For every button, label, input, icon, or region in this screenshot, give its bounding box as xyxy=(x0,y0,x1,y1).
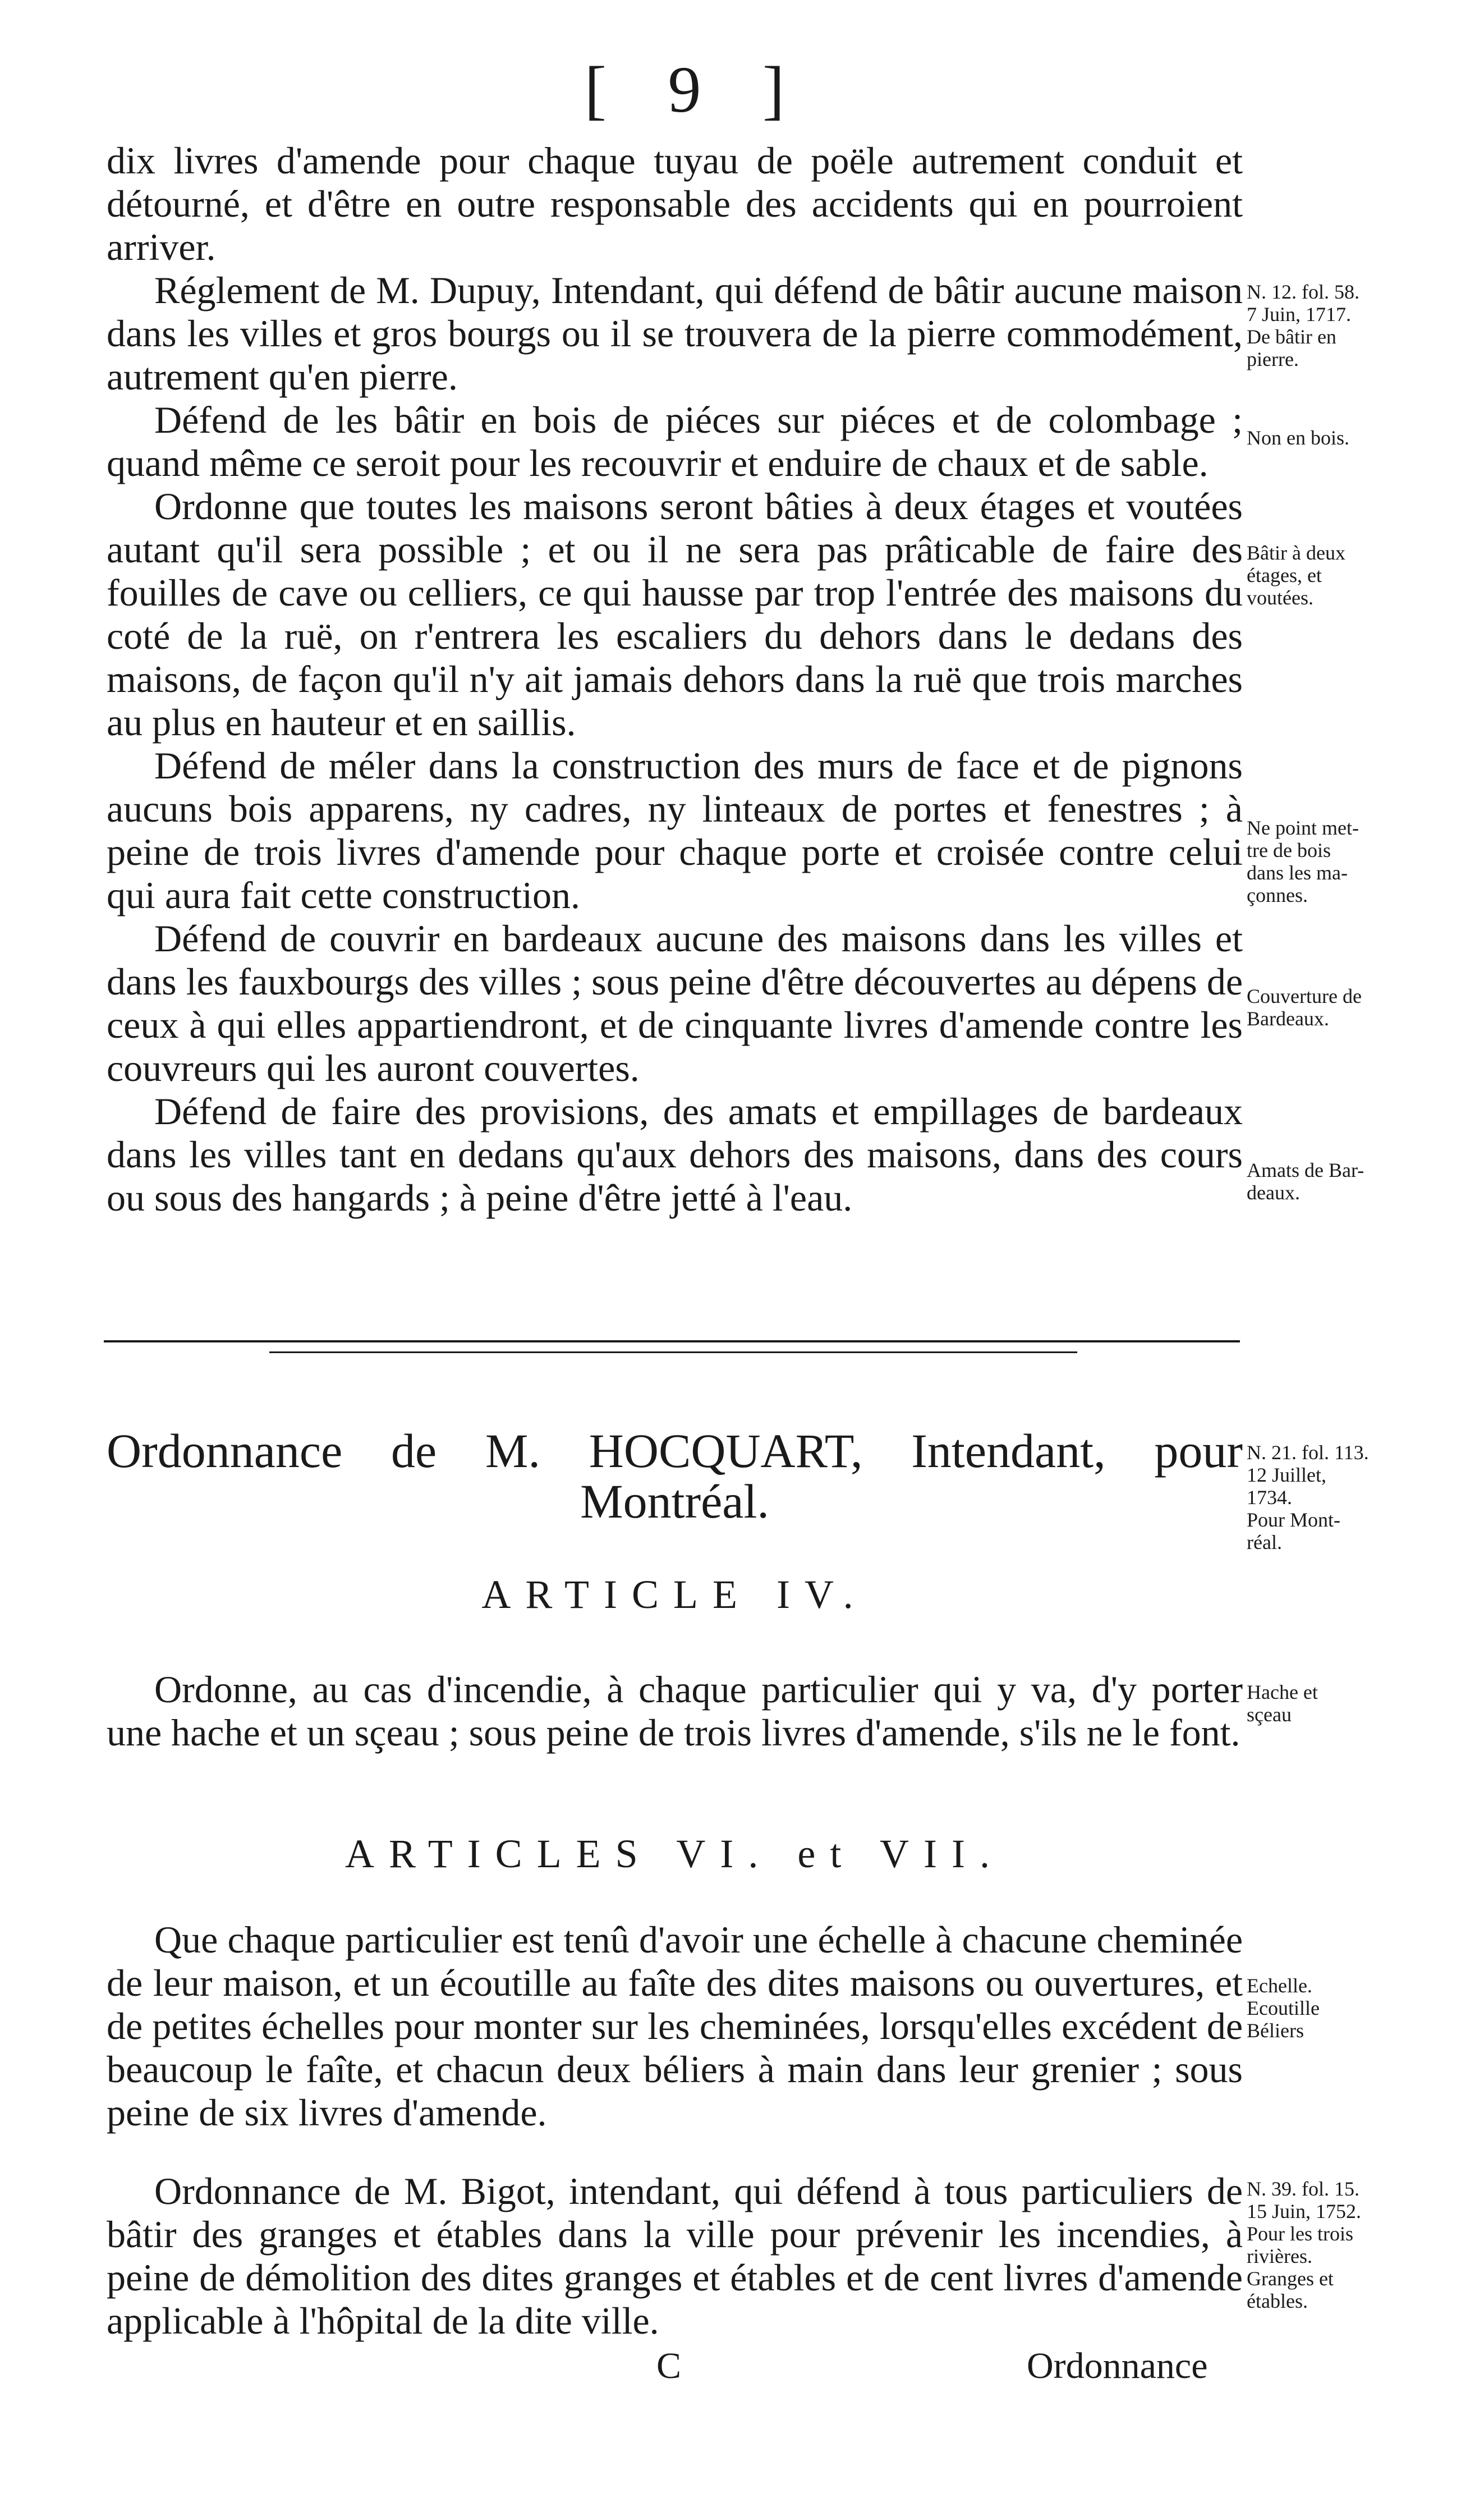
articles-vi-vii-text: Que chaque particulier est tenû d'avoir une échelle à chacune cheminée de leur maison, et un écoutille au faîte des dites maisons ou ouvertures, et de petites échelles pour monter sur les cheminées, lorsqu'elles excédent de beaucoup le faîte, et chacun deux béliers à main dans leur grenier ; sous peine de six livres d'amende. xyxy=(107,1918,1243,2134)
margin-note-two-stories: Bâtir à deux étages, et voutées. xyxy=(1247,542,1345,609)
ordonnance-title-line-1: Ordonnance de M. HOCQUART, Intendant, pour xyxy=(107,1424,1243,1478)
paragraph-3: Défend de les bâtir en bois de piéces sur piéces et de colombage ; quand même ce seroit pour les recouvrir et enduire de chaux et de sable. xyxy=(107,398,1243,484)
body-text-top xyxy=(107,139,1243,1220)
article-iv-body xyxy=(107,1668,1243,1754)
separator-rule-top xyxy=(104,1340,1240,1342)
page-number: [ 9 ] xyxy=(584,53,807,126)
articles-vi-vii-heading: ARTICLES VI. et VII. xyxy=(345,1831,1004,1876)
margin-note-ladders: Echelle. Ecoutille Béliers xyxy=(1247,1974,1320,2042)
bigot-text: Ordonnance de M. Bigot, intendant, qui défend à tous particuliers de bâtir des granges et étables dans la ville pour prévenir les incendies, à peine de démolition des dites granges et étables et de cent livres d'amende applicable à l'hôpital de la dite ville. xyxy=(107,2170,1243,2342)
separator-rule-bottom xyxy=(269,1351,1077,1353)
paragraph-4: Ordonne que toutes les maisons seront bâties à deux étages et voutées autant qu'il sera possible ; et ou il ne sera pas prâticable de faire des fouilles de cave ou celliers, ce qui hausse par trop l'entrée des maisons du coté de la ruë, on r'entrera les escaliers du dehors dans le dedans des maisons, de façon qu'il n'y ait jamais dehors dans la ruë que trois marches au plus en hauteur et en saillis. xyxy=(107,485,1243,744)
paragraph-7: Défend de faire des provisions, des amats et empillages de bardeaux dans les villes tant en dedans qu'aux dehors des maisons, dans des cours ou sous des hangards ; à peine d'être jetté à l'eau. xyxy=(107,1090,1243,1219)
article-iv-heading: ARTICLE IV. xyxy=(481,1572,868,1617)
margin-note-building-stone: N. 12. fol. 58. 7 Juin, 1717. De bâtir en pierre. xyxy=(1247,281,1359,370)
catchword: Ordonnance xyxy=(1027,2345,1208,2386)
paragraph-1: dix livres d'amende pour chaque tuyau de poële autrement conduit et détourné, et d'être en outre responsable des accidents qui en pourroient arriver. xyxy=(107,139,1243,268)
margin-note-no-wood-masonry: Ne point met- tre de bois dans les ma- çonnes. xyxy=(1247,817,1359,906)
paragraph-5: Défend de méler dans la construction des murs de face et de pignons aucuns bois apparens, ny cadres, ny linteaux de portes et fenestres ; à peine de trois livres d'amende pour chaque porte et croisée contre celui qui aura fait cette construction. xyxy=(107,744,1243,916)
articles-vi-vii-body xyxy=(107,1918,1243,2134)
margin-note-shingle-piles: Amats de Bar- deaux. xyxy=(1247,1159,1364,1204)
paragraph-6: Défend de couvrir en bardeaux aucune des maisons dans les villes et dans les fauxbourgs des villes ; sous peine d'être découvertes au dépens de ceux à qui elles appartiendront, et de cinquante livres d'amende contre les couvreurs qui les auront couvertes. xyxy=(107,917,1243,1089)
margin-note-axe-bucket: Hache et sçeau xyxy=(1247,1681,1318,1726)
margin-note-shingle-roof: Couverture de Bardeaux. xyxy=(1247,985,1362,1030)
article-iv-text: Ordonne, au cas d'incendie, à chaque particulier qui y va, d'y porter une hache et un sçeau ; sous peine de trois livres d'amende, s'ils ne le font. xyxy=(107,1668,1243,1754)
margin-note-montreal: N. 21. fol. 113. 12 Juillet, 1734. Pour Mont- réal. xyxy=(1247,1441,1369,1553)
bigot-body xyxy=(107,2170,1243,2343)
margin-note-barns: N. 39. fol. 15. 15 Juin, 1752. Pour les trois rivières. Granges et étables. xyxy=(1247,2178,1362,2312)
ordonnance-title-line-2: Montréal. xyxy=(580,1474,769,1528)
signature-mark: C xyxy=(656,2345,682,2386)
margin-note-not-wood: Non en bois. xyxy=(1247,427,1349,449)
paragraph-2: Réglement de M. Dupuy, Intendant, qui défend de bâtir aucune maison dans les villes et gros bourgs ou il se trouvera de la pierre commodément, autrement qu'en pierre. xyxy=(107,269,1243,398)
